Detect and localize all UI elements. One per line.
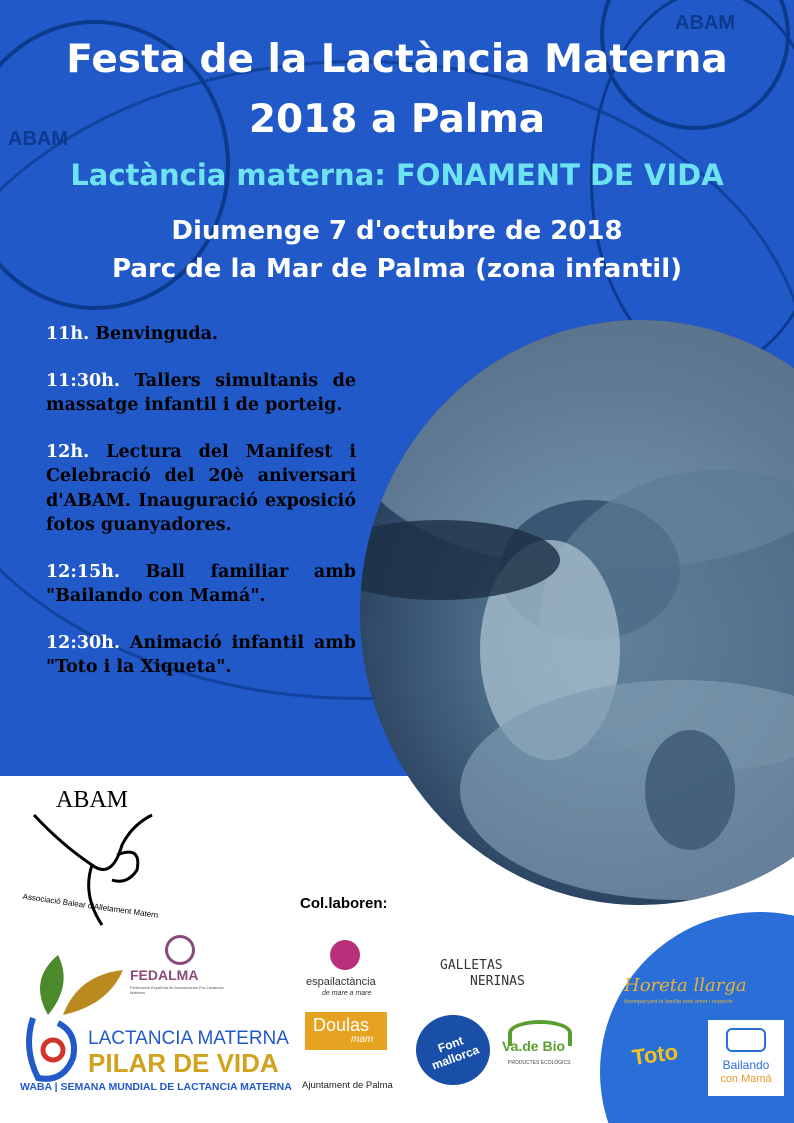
schedule-text: Benvinguda. — [89, 324, 219, 344]
doulas-name: Doulas — [313, 1015, 370, 1035]
horeta-sub: Acompanyant la família amb amor i respecte — [624, 999, 733, 1005]
doulas-logo — [305, 1012, 387, 1050]
abam-logo — [22, 785, 172, 935]
fontmallorca-name: Font mallorca — [429, 1033, 481, 1073]
schedule-item — [46, 560, 356, 609]
horeta-logo — [620, 975, 790, 1015]
espai-name: espailactància — [306, 976, 376, 988]
schedule-item — [46, 322, 356, 347]
vadebio-name: Va.de Bio — [502, 1038, 566, 1054]
lactancia-line-2: PILAR DE VIDA — [88, 1048, 279, 1078]
schedule-text: Lectura del Manifest i Celebració del 20è aniversari d'ABAM. Inauguració exposició fotos guanyadores. — [46, 441, 356, 535]
lactancia-line-1: LACTANCIA MATERNA — [88, 1028, 289, 1049]
title-line-1: Festa de la Lactància Materna — [66, 37, 728, 82]
fedalma-name: FEDALMA — [130, 967, 199, 983]
horeta-name: Horeta llarga — [624, 975, 747, 996]
schedule-item — [46, 369, 356, 418]
schedule-text: Ball familiar amb "Bailando con Mamá". — [46, 561, 356, 606]
collaborators-label: Col.laboren: — [300, 895, 388, 912]
galletas-line-2: NERINAS — [470, 974, 525, 989]
event-date: Diumenge 7 d'octubre de 2018 — [171, 216, 623, 246]
lactancia-pilar-logo — [18, 950, 298, 1100]
abam-logo-text: ABAM — [56, 787, 129, 813]
abam-caption: Associació Balear d'Alletament Matern — [22, 891, 159, 920]
galletas-line-1: GALLETAS — [440, 958, 503, 973]
subtitle: Lactància materna: FONAMENT DE VIDA — [70, 158, 724, 192]
bailando-logo — [708, 1020, 784, 1096]
espai-sub: de mare a mare — [322, 990, 372, 997]
flower-icon — [330, 940, 360, 970]
doulas-sub: mam — [351, 1034, 374, 1045]
watermark-abam-right: ABAM — [675, 12, 735, 34]
ajuntament-name: Ajuntament de Palma — [302, 1080, 393, 1091]
event-place: Parc de la Mar de Palma (zona infantil) — [112, 254, 682, 284]
schedule-time: 11:30h. — [46, 370, 120, 391]
ajuntament-logo — [302, 1072, 422, 1102]
schedule-time: 12:30h. — [46, 632, 120, 653]
schedule-time: 12h. — [46, 441, 90, 462]
schedule-time: 12:15h. — [46, 561, 120, 582]
bailando-line-1: Bailando — [722, 1058, 770, 1072]
schedule-time: 11h. — [46, 324, 90, 344]
galletas-logo — [440, 958, 560, 998]
title-line-2: 2018 a Palma — [248, 97, 546, 142]
bailando-line-2: con Mamá — [720, 1073, 772, 1085]
toto-logo — [622, 1030, 692, 1080]
schedule-text: Animació infantil amb "Toto i la Xiqueta". — [46, 632, 356, 677]
espai-lactancia-logo — [300, 940, 390, 1000]
schedule-text: Tallers simultanis de massatge infantil i de porteig. — [46, 370, 356, 415]
lactancia-line-3: WABA | SEMANA MUNDIAL DE LACTANCIA MATERNA — [20, 1081, 292, 1093]
music-notes-icon — [726, 1028, 766, 1052]
fontmallorca-logo — [416, 1015, 490, 1085]
schedule-item — [46, 440, 356, 538]
mother-child-icon — [18, 1008, 88, 1088]
vadebio-sub: PRODUCTES ECOLÒGICS — [508, 1060, 571, 1066]
watermark-abam-left: ABAM — [8, 128, 68, 150]
vadebio-logo — [498, 1020, 582, 1075]
schedule-item — [46, 631, 356, 680]
schedule-list — [46, 322, 356, 702]
toto-name: Toto — [630, 1038, 680, 1071]
fedalma-sub: Federación Española de Asociaciones Pro-Lactancia Materna — [130, 985, 224, 995]
